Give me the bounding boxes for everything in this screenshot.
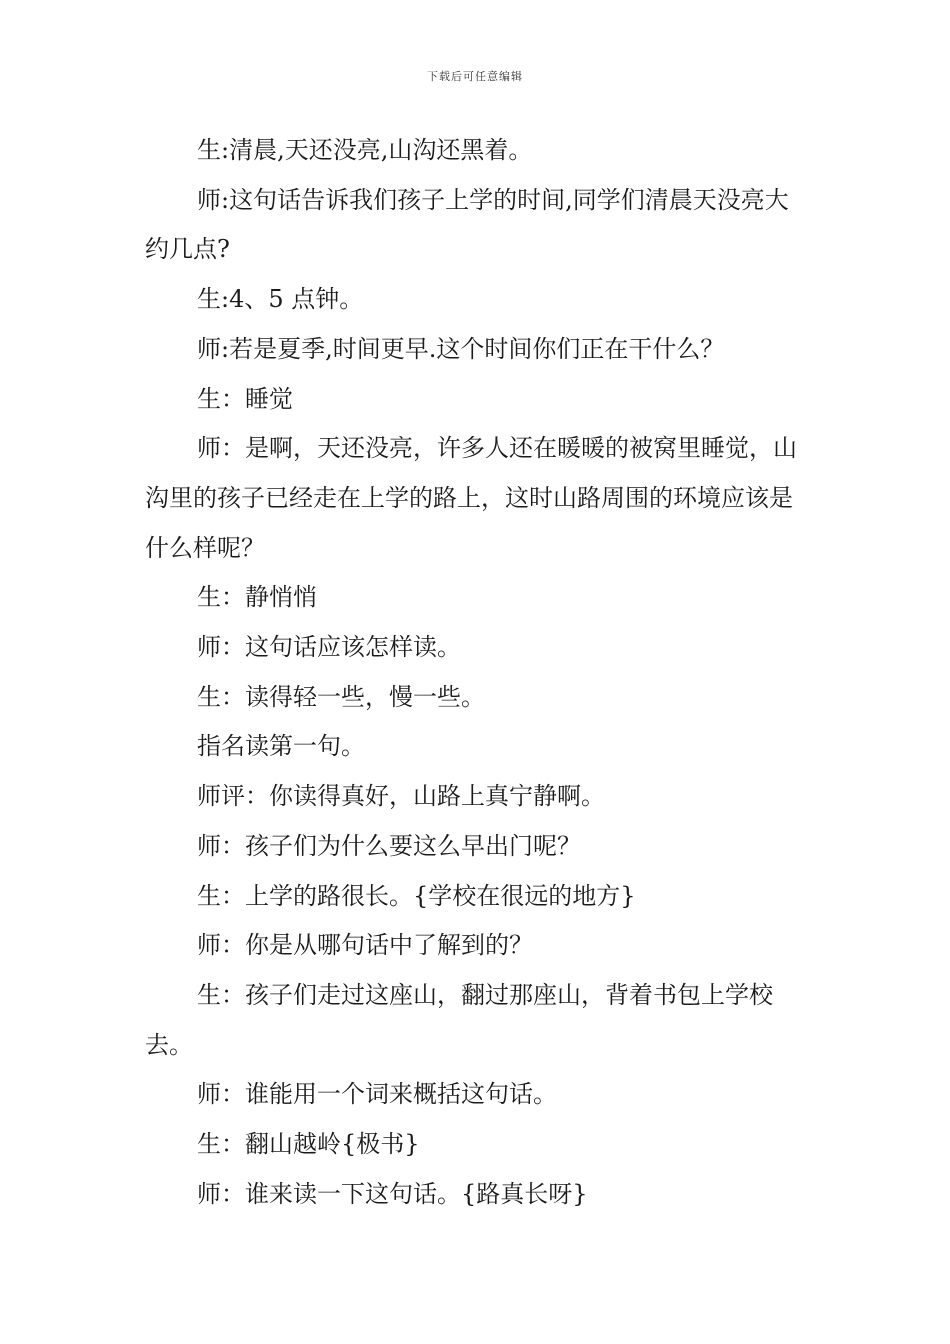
paragraph: 生:4、5 点钟。 [197,285,364,314]
paragraph: 师评：你读得真好，山路上真宁静啊。 [197,782,605,811]
paragraph: 生:清晨,天还没亮,山沟还黑着。 [197,136,533,164]
paragraph: 指名读第一句。 [197,732,365,761]
paragraph: 师：孩子们为什么要这么早出门呢？ [197,831,581,860]
paragraph: 师：你是从哪句话中了解到的？ [197,931,533,960]
paragraph: 生：静悄悄 [197,583,317,612]
paragraph: 师：是啊，天还没亮，许多人还在暖暖的被窝里睡觉，山沟里的孩子已经走在上学的路上，这时山路周围的环境应该是什么样呢？ [145,434,797,562]
paragraph: 师：谁来读一下这句话。{路真长呀} [197,1179,588,1208]
paragraph: 生：孩子们走过这座山，翻过那座山，背着书包上学校去。 [145,980,773,1059]
paragraph: 师:若是夏季,时间更早.这个时间你们正在干什么？ [197,334,725,363]
paragraph: 师：这句话应该怎样读。 [197,633,461,662]
paragraph: 师:这句话告诉我们孩子上学的时间,同学们清晨天没亮大约几点? [145,185,789,264]
page-header-note: 下载后可任意编辑 [427,70,523,83]
paragraph: 师：谁能用一个词来概括这句话。 [197,1080,557,1109]
paragraph: 生：读得轻一些，慢一些。 [197,682,485,711]
paragraph: 生：睡觉 [197,384,293,413]
paragraph: 生：翻山越岭{极书} [197,1130,420,1159]
document-body [145,126,805,1219]
paragraph: 生：上学的路很长。{学校在很远的地方} [197,881,636,910]
